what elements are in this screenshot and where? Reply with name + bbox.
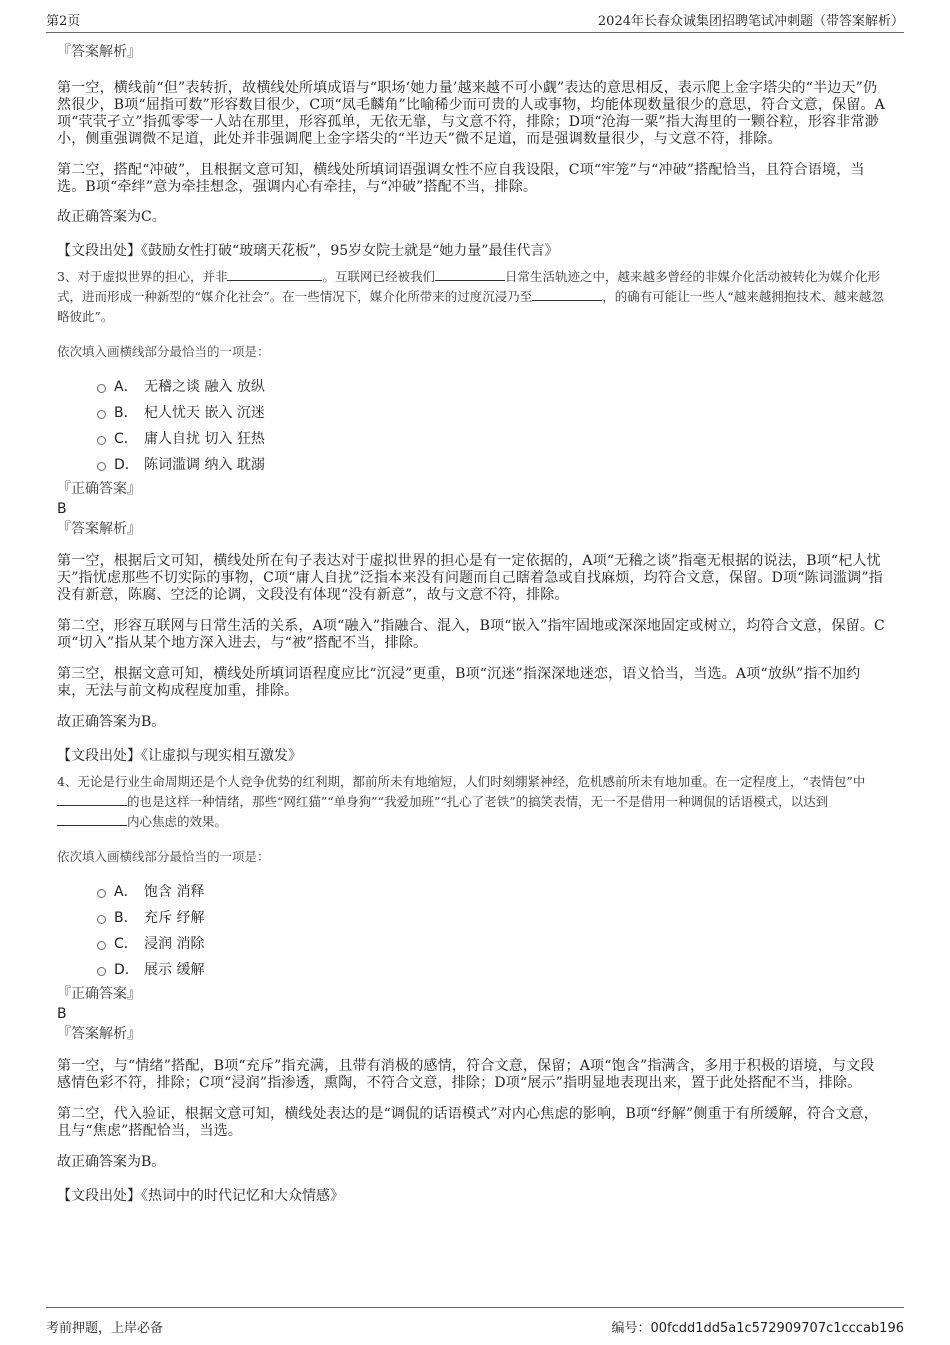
q3-option-d[interactable]: D． 陈词滥调 纳入 耽溺 <box>97 451 888 477</box>
q3-analysis-p3: 第三空，根据文意可知，横线处所填词语程度应比“沉浸”更重，B项“沉迷”指深深地迷恋，语义恰当，当选。A项“放纵”指不加约束，无法与前文构成程度加重，排除。 <box>57 666 861 699</box>
q3-analysis-p1: 第一空，根据后文可知，横线处所在句子表达对于虚拟世界的担心是有一定依据的，A项“无稽之谈”指毫无根据的说法，B项“杞人忧天”指忧虑那些不切实际的事物，C项“庸人自扰”泛指本来没有问题而自己瞎着急或自找麻烦，均符合文意，保留。D项“陈词滥调”指没有新意，陈腐、空泛的论调，文段没有体现“没有新意”，故与文意不符，排除。 <box>57 553 883 603</box>
q2-analysis-label: 『答案解析』 <box>57 44 141 60</box>
q2-conclusion: 故正确答案为C。 <box>57 209 166 225</box>
radio-icon[interactable] <box>97 410 106 419</box>
q4-option-c[interactable]: C． 浸润 消除 <box>97 930 888 956</box>
q4-source: 【文段出处】《热词中的时代记忆和大众情感》 <box>57 1188 344 1204</box>
radio-icon[interactable] <box>97 967 106 976</box>
q4-options <box>57 878 888 982</box>
q4-instruction: 依次填入画横线部分最恰当的一项是： <box>57 849 270 864</box>
q4-correct-answer: B <box>57 1006 67 1022</box>
q4-stem: 4、无论是行业生命周期还是个人竞争优势的红利期，都前所未有地缩短，人们时刻绷紧神经，危机感前所未有地加重。在一定程度上，“表情包”中的也是这样一种情绪，那些“网红猫”“单身狗”“我爱加班”“扎心了老铁”的搞笑表情，无一不是借用一种调侃的话语模式，以达到内心焦虑的效果。 <box>57 774 866 829</box>
q3-blank-1 <box>227 268 322 281</box>
q4-analysis-p1: 第一空，与“情绪”搭配，B项“充斥”指充满，且带有消极的感情，符合文意，保留；A项“饱含”指满含，多用于积极的语境，与文段感情色彩不符，排除；C项“浸润”指渗透，熏陶，不符合文意，排除；D项“展示”指明显地表现出来，置于此处搭配不当，排除。 <box>57 1058 875 1091</box>
q4-option-a[interactable]: A． 饱含 消释 <box>97 878 888 904</box>
q4-blank-1 <box>57 793 127 806</box>
q3-blank-2 <box>435 268 505 281</box>
radio-icon[interactable] <box>97 889 106 898</box>
q3-correct-label: 『正确答案』 <box>57 481 141 497</box>
q3-stem: 3、对于虚拟世界的担心，并非 。互联网已经被我们 日常生活轨迹之中，越来越多曾经的非媒介化活动被转化为媒介化形式，进而形成一种新型的“媒介化社会”。在一些情况下，媒介化所带来的过度沉浸乃至 ，的确有可能让一些人“越来越拥抱技术、越来越忽略彼此”。 <box>57 269 884 324</box>
radio-icon[interactable] <box>97 436 106 445</box>
main-content <box>57 42 888 1206</box>
q3-option-a[interactable]: A． 无稽之谈 融入 放纵 <box>97 373 888 399</box>
q3-instruction: 依次填入画横线部分最恰当的一项是： <box>57 344 270 359</box>
q3-options <box>57 373 888 477</box>
q4-option-d[interactable]: D． 展示 缓解 <box>97 956 888 982</box>
q2-analysis-p1: 第一空，横线前“但”表转折，故横线处所填成语与“职场‘她力量’越来越不可小觑”表达的意思相反，表示爬上金字塔尖的“半边天”仍然很少，B项“屈指可数”形容数目很少，C项“凤毛麟角”比喻稀少而可贵的人或事物，均能体现数量很少的意思，符合文意，保留。A项“茕茕孑立”指孤零零一人站在那里，形容孤单，无依无靠，与文意不符，排除；D项“沧海一粟”指大海里的一颗谷粒，形容非常渺小，侧重强调微不足道，此处并非强调爬上金字塔尖的“半边天”微不足道，而是强调数量很少，与文意不符，排除。 <box>57 80 885 147</box>
radio-icon[interactable] <box>97 462 106 471</box>
radio-icon[interactable] <box>97 915 106 924</box>
page-number: 第2页 <box>46 14 81 29</box>
page-footer <box>46 1307 904 1336</box>
q3-analysis-label: 『答案解析』 <box>57 521 141 537</box>
q3-option-c[interactable]: C． 庸人自扰 切入 狂热 <box>97 425 888 451</box>
document-title: 2024年长春众诚集团招聘笔试冲刺题（带答案解析） <box>597 14 904 29</box>
page-header <box>46 10 904 33</box>
footer-slogan: 考前押题，上岸必备 <box>46 1321 164 1336</box>
q3-analysis-p2: 第二空，形容互联网与日常生活的关系，A项“融入”指融合、混入，B项“嵌入”指牢固地或深深地固定或树立，均符合文意，保留。C项“切入”指从某个地方深入进去，与“被”搭配不当，排除。 <box>57 618 885 651</box>
q4-correct-label: 『正确答案』 <box>57 986 141 1002</box>
q3-correct-answer: B <box>57 501 67 517</box>
footer-code: 编号：00fcdd1dd5a1c572909707c1cccab196 <box>611 1321 904 1336</box>
q4-analysis-label: 『答案解析』 <box>57 1026 141 1042</box>
q4-analysis-p2: 第二空，代入验证，根据文意可知，横线处表达的是“调侃的话语模式”对内心焦虑的影响，B项“纾解”侧重于有所缓解，符合文意，且与“焦虑”搭配恰当，当选。 <box>57 1106 878 1139</box>
q3-blank-3 <box>532 288 602 301</box>
q3-source: 【文段出处】《让虚拟与现实相互激发》 <box>57 748 302 764</box>
q4-conclusion: 故正确答案为B。 <box>57 1154 166 1170</box>
q4-blank-2 <box>57 813 127 826</box>
q4-option-b[interactable]: B． 充斥 纾解 <box>97 904 888 930</box>
q2-analysis-p2: 第二空，搭配“冲破”，且根据文意可知，横线处所填词语强调女性不应自我设限，C项“牢笼”与“冲破”搭配恰当，且符合语境，当选。B项“牵绊”意为牵挂想念，强调内心有牵挂，与“冲破”搭配不当，排除。 <box>57 162 865 195</box>
q3-option-b[interactable]: B． 杞人忧天 嵌入 沉迷 <box>97 399 888 425</box>
q3-conclusion: 故正确答案为B。 <box>57 714 166 730</box>
radio-icon[interactable] <box>97 384 106 393</box>
q2-source: 【文段出处】《鼓励女性打破“玻璃天花板”，95岁女院士就是“她力量”最佳代言》 <box>57 243 559 259</box>
radio-icon[interactable] <box>97 941 106 950</box>
